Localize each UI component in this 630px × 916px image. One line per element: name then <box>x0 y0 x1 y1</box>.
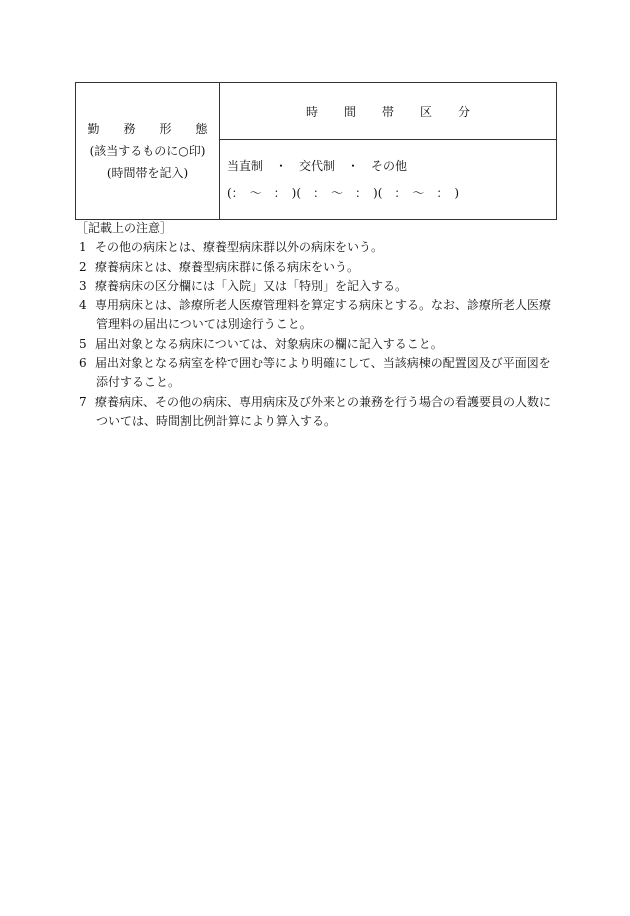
notes-title: ［記載上の注意］ <box>76 221 173 235</box>
note-number: 7 <box>79 394 87 409</box>
header-char: 間 <box>343 104 356 119</box>
note-number: 2 <box>79 259 87 274</box>
note-text: 療養病床の区分欄には「入院」又は「特別」を記入する。 <box>95 278 408 293</box>
note-item <box>76 238 556 257</box>
note-item <box>76 277 556 296</box>
note-item <box>76 296 556 315</box>
note-text: その他の病床とは、療養型病床群以外の病床をいう。 <box>95 240 384 255</box>
time-band-entry-cell <box>220 140 557 220</box>
work-schedule-table <box>75 82 557 220</box>
notes-section <box>76 219 556 431</box>
note-number: 4 <box>79 298 87 313</box>
work-form-label: 勤 務 形 態 <box>87 122 208 136</box>
note-number: 3 <box>79 278 87 293</box>
header-char: 帯 <box>381 104 394 119</box>
note-text: 専用病床とは、診療所老人医療管理料を算定する病床とする。なお、診療所老人医療 <box>95 298 552 313</box>
note-item <box>76 393 556 412</box>
note-text: 療養病床、その他の病床、専用病床及び外来との兼務を行う場合の看護要員の人数に <box>95 394 552 409</box>
note-text: 届出対象となる病室を枠で囲む等により明確にして、当該病棟の配置図及び平面図を <box>95 356 551 371</box>
time-slot-fields: (： 〜 ： )( ： 〜 ： )( ： 〜 ： ) <box>227 185 460 200</box>
header-char: 時 <box>305 104 318 119</box>
header-char: 分 <box>458 104 471 119</box>
note-continuation: 管理料の届出については別途行うこと。 <box>96 317 312 332</box>
note-number: 6 <box>79 356 87 371</box>
shift-type-options: 当直制 ・ 交代制 ・ その他 <box>227 158 408 173</box>
note-item <box>76 258 556 277</box>
note-item <box>76 335 556 354</box>
header-char: 区 <box>420 104 433 119</box>
work-form-cell <box>76 83 220 220</box>
note-number: 1 <box>79 240 87 255</box>
note-number: 5 <box>79 336 87 351</box>
note-text: 届出対象となる病床については、対象病床の欄に記入すること。 <box>95 336 443 351</box>
time-band-header <box>220 83 557 140</box>
note-text: 療養病床とは、療養型病床群に係る病床をいう。 <box>95 259 360 274</box>
note-continuation: ついては、時間割比例計算により算入する。 <box>96 413 337 428</box>
work-form-note-circle: (該当するものに○印) <box>89 144 206 158</box>
work-form-note-time: (時間帯を記入) <box>106 166 189 180</box>
note-item <box>76 354 556 373</box>
note-continuation: 添付すること。 <box>96 375 181 390</box>
